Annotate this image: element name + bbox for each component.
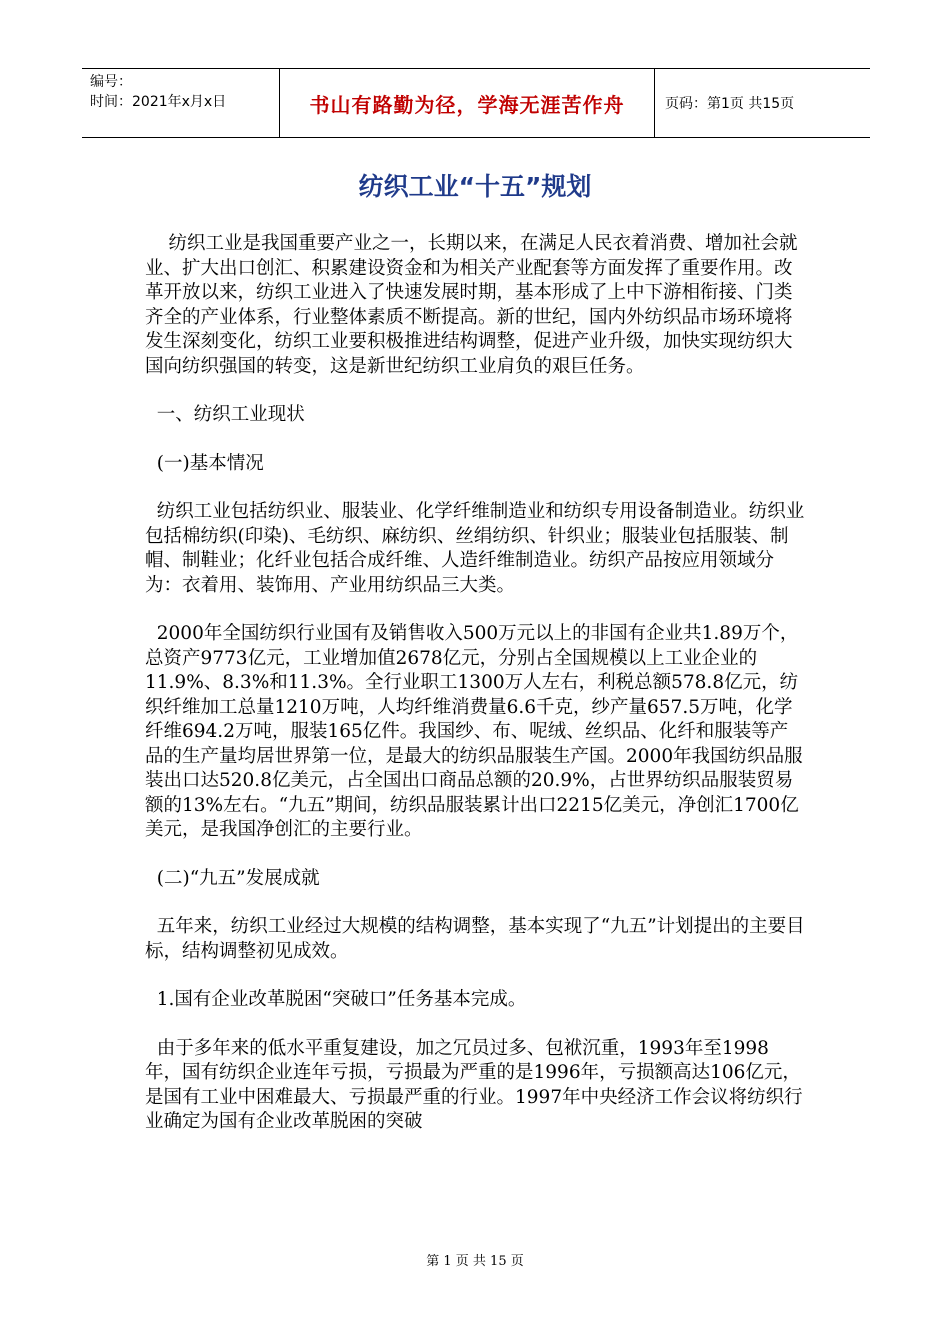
subsection-heading-2: (二)“九五”发展成就 [145, 867, 320, 889]
section-heading-1: 一、纺织工业现状 [145, 404, 305, 425]
time-label: 时间：2021年x月x日 [90, 94, 227, 110]
document-body [145, 232, 805, 1135]
paragraph-achievements: 五年来，纺织工业经过大规模的结构调整，基本实现了“九五”计划提出的主要目标，结构调整初见成效。 [145, 916, 805, 962]
header-meta [82, 69, 279, 137]
header-motto: 书山有路勤为径，学海无涯苦作舟 [309, 92, 625, 117]
header-page-info: 页码：第1页 共15页 [665, 96, 795, 112]
page-footer: 第 1 页 共 15 页 [426, 1254, 524, 1269]
document-title: 纺织工业“十五”规划 [358, 172, 592, 201]
subsection-heading-1: (一)基本情况 [145, 452, 264, 474]
header-motto-cell [279, 69, 655, 137]
paragraph-intro: 纺织工业是我国重要产业之一，长期以来，在满足人民衣着消费、增加社会就业、扩大出口创汇、积累建设资金和为相关产业配套等方面发挥了重要作用。改革开放以来，纺织工业进入了快速发展时期，基本形成了上中下游相衔接、门类齐全的产业体系，行业整体素质不断提高。新的世纪，国内外纺织品市场环境将发生深刻变化，纺织工业要积极推进结构调整，促进产业升级，加快实现纺织大国向纺织强国的转变，这是新世纪纺织工业肩负的艰巨任务。 [145, 233, 798, 377]
serial-label: 编号： [90, 74, 132, 90]
paragraph-scope: 纺织工业包括纺织业、服装业、化学纤维制造业和纺织专用设备制造业。纺织业包括棉纺织(印染)、毛纺织、麻纺织、丝绢纺织、针织业；服装业包括服装、制帽、制鞋业；化纤业包括合成纤维、人造纤维制造业。纺织产品按应用领域分为：衣着用、装饰用、产业用纺织品三大类。 [145, 501, 805, 596]
page-header [82, 68, 870, 138]
item-heading-1: 1.国有企业改革脱困“突破口”任务基本完成。 [145, 989, 527, 1010]
paragraph-statistics: 2000年全国纺织行业国有及销售收入500万元以上的非国有企业共1.89万个，总资产9773亿元，工业增加值2678亿元，分别占全国规模以上工业企业的11.9%、8.3%和11.3%。全行业职工1300万人左右，利税总额578.8亿元，纺织纤维加工总量1210万吨，人均纤维消费量6.6千克，纱产量657.5万吨，化学纤维694.2万吨，服装165亿件。我国纱、布、呢绒、丝织品、化纤和服装等产品的生产量均居世界第一位，是最大的纺织品服装生产国。2000年我国纺织品服装出口达520.8亿美元，占全国出口商品总额的20.9%，占世界纺织品服装贸易额的13%左右。“九五”期间，纺织品服装累计出口2215亿美元，净创汇1700亿美元，是我国净创汇的主要行业。 [145, 623, 803, 840]
paragraph-reform: 由于多年来的低水平重复建设，加之冗员过多、包袱沉重，1993年至1998年，国有纺织企业连年亏损，亏损最为严重的是1996年，亏损额高达106亿元，是国有工业中困难最大、亏损最严重的行业。1997年中央经济工作会议将纺织行业确定为国有企业改革脱困的突破 [145, 1037, 803, 1132]
